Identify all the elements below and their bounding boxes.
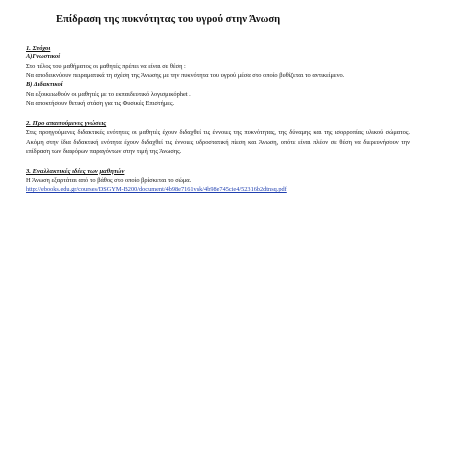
- paragraph-didactic-phet: Να εξοικειωθούν οι μαθητές με το εκπαιδευτικό λογισμικόphet .: [26, 90, 191, 98]
- subheading-didactic: Β) Διδακτικοί: [26, 80, 63, 88]
- subheading-cognitive: Α)Γνωστικοί: [26, 53, 60, 60]
- paragraph-didactic-attitude: Να αποκτήσουν θετική στάση για τις Φυσικές Επιστήμες.: [26, 100, 175, 108]
- spacer: [26, 109, 410, 119]
- paragraph-alternative-idea: Η Άνωση εξαρτάται από το βάθος στο οποίο βρίσκεται το σώμα.: [26, 176, 192, 184]
- spacer: [26, 157, 410, 167]
- section-heading-objectives: 1. Στόχοι: [26, 45, 51, 52]
- document-body: [26, 44, 410, 195]
- document-title: Επίδραση της πυκνότητας του υγρού στην Άνωση: [56, 14, 281, 25]
- ebook-pdf-link[interactable]: http://ebooks.edu.gr/courses/DSGYM-B200/document/4b98e7161vsk/4b98e745cie4/52316b2dtnsq.pdf: [26, 186, 287, 194]
- paragraph-prerequisites: Στις προηγούμενες διδακτικές ενότητες οι μαθητές έχουν διδαχθεί τις έννοιες της πυκνότητας, της δύναμης και της ισορροπίας υλικού σώματος. Ακόμη στην ίδια διδακτική ενότητα έχουν διδαχθεί τις έννοιες υδροστατική πίεση και Άνωση, οπότε είναι πλέον σε θέση να διερευνήσουν την επίδραση των διαφόρων παραγόντων στην τιμή της Άνωσης.: [26, 128, 410, 156]
- paragraph-objectives-intro: Στο τέλος του μαθήματος οι μαθητές πρέπει να είναι σε θέση :: [26, 62, 186, 70]
- paragraph-cognitive-objective: Να αποδεικνύουν πειραματικά τη σχέση της Άνωσης με την πυκνότητα του υγρού μέσα στο οποίο βυθίζεται το αντικείμενο.: [26, 72, 345, 80]
- section-heading-prerequisites: 2. Προ απαιτούμενες γνώσεις: [26, 119, 107, 127]
- section-heading-alternative-ideas: 3. Εναλλακτικές ιδέες των μαθητών: [26, 167, 125, 175]
